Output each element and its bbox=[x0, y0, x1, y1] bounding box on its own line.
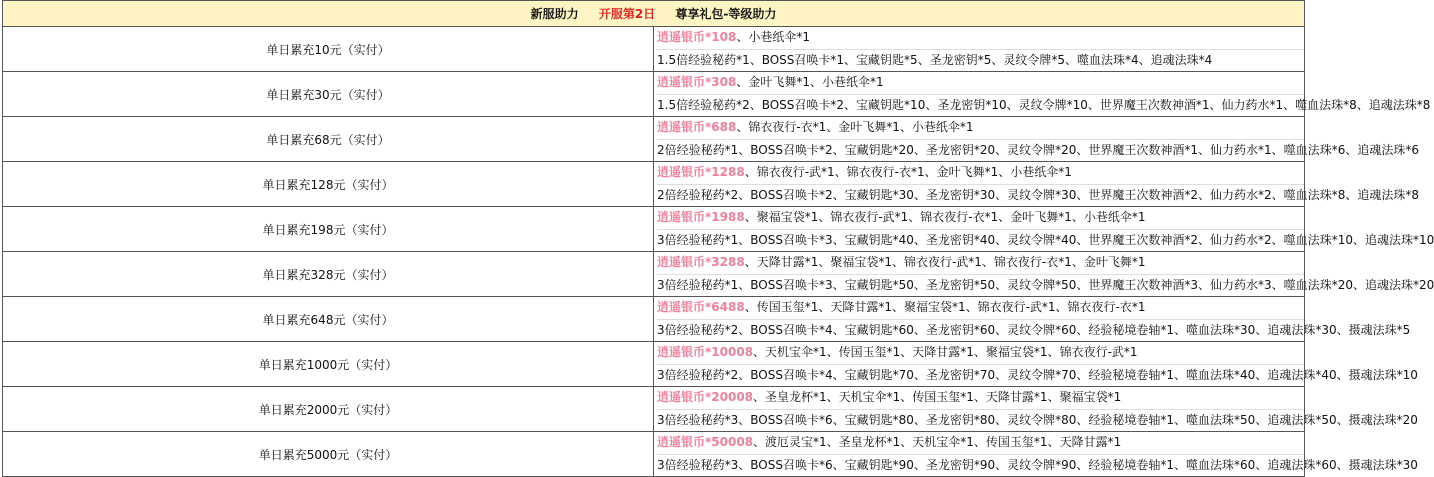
tier-cell: 单日累充30元（实付） bbox=[3, 72, 654, 117]
reward-cell bbox=[654, 207, 1434, 252]
tier-cell: 单日累充2000元（实付） bbox=[3, 387, 654, 432]
reward-table bbox=[2, 0, 1434, 477]
silver-coin-reward: 逍遥银币*10008 bbox=[657, 345, 754, 359]
tier-cell: 单日累充328元（实付） bbox=[3, 252, 654, 297]
reward-cell bbox=[654, 387, 1418, 432]
reward-items: 、锦衣夜行-武*1、锦衣夜行-衣*1、金叶飞舞*1、小巷纸伞*1 bbox=[744, 165, 1072, 179]
reward-items: 、渡厄灵宝*1、圣皇龙杯*1、天机宝伞*1、传国玉玺*1、天降甘露*1 bbox=[753, 435, 1122, 449]
silver-coin-reward: 逍遥银币*108 bbox=[657, 30, 737, 44]
reward-items: 、天机宝伞*1、传国玉玺*1、天降甘露*1、聚福宝袋*1、锦衣夜行-武*1 bbox=[753, 345, 1138, 359]
reward-items: 、天降甘露*1、聚福宝袋*1、锦衣夜行-武*1、锦衣夜行-衣*1、金叶飞舞*1 bbox=[744, 255, 1146, 269]
silver-coin-reward: 逍遥银币*1288 bbox=[657, 165, 745, 179]
reward-line-1 bbox=[657, 162, 1304, 185]
reward-cell bbox=[654, 342, 1418, 387]
reward-items: 、金叶飞舞*1、小巷纸伞*1 bbox=[736, 75, 884, 89]
reward-line-2: 3倍经验秘药*3、BOSS召唤卡*6、宝藏钥匙*80、圣龙密钥*80、灵纹令牌*80、经验秘境卷轴*1、噬血法珠*50、追魂法珠*50、摄魂法珠*20 bbox=[657, 412, 1418, 427]
reward-cell bbox=[654, 252, 1434, 297]
reward-line-1 bbox=[657, 27, 1304, 50]
silver-coin-reward: 逍遥银币*688 bbox=[657, 120, 737, 134]
reward-line-2: 3倍经验秘药*2、BOSS召唤卡*4、宝藏钥匙*60、圣龙密钥*60、灵纹令牌*60、经验秘境卷轴*1、噬血法珠*30、追魂法珠*30、摄魂法珠*5 bbox=[657, 322, 1411, 337]
table-row bbox=[3, 72, 1305, 117]
tier-cell: 单日累充198元（实付） bbox=[3, 207, 654, 252]
reward-cell bbox=[654, 432, 1418, 477]
reward-cell bbox=[654, 162, 1419, 207]
table-row bbox=[3, 387, 1305, 432]
reward-line-2: 3倍经验秘药*1、BOSS召唤卡*3、宝藏钥匙*50、圣龙密钥*50、灵纹令牌*50、世界魔王次数神酒*3、仙力药水*3、噬血法珠*20、追魂法珠*20 bbox=[657, 277, 1434, 292]
reward-cell bbox=[654, 72, 1431, 117]
silver-coin-reward: 逍遥银币*50008 bbox=[657, 435, 754, 449]
tier-cell: 单日累充68元（实付） bbox=[3, 117, 654, 162]
silver-coin-reward: 逍遥银币*6488 bbox=[657, 300, 745, 314]
header-subtitle: 尊享礼包-等级助力 bbox=[675, 7, 777, 21]
reward-line-1 bbox=[657, 252, 1304, 275]
reward-cell bbox=[654, 27, 1305, 72]
reward-line-1 bbox=[657, 342, 1304, 365]
silver-coin-reward: 逍遥银币*3288 bbox=[657, 255, 745, 269]
reward-line-2: 2倍经验秘药*1、BOSS召唤卡*2、宝藏钥匙*20、圣龙密钥*20、灵纹令牌*20、世界魔王次数神酒*1、仙力药水*1、噬血法珠*6、追魂法珠*6 bbox=[657, 142, 1419, 157]
table-row bbox=[3, 252, 1305, 297]
tier-cell: 单日累充10元（实付） bbox=[3, 27, 654, 72]
reward-line-2: 3倍经验秘药*2、BOSS召唤卡*4、宝藏钥匙*70、圣龙密钥*70、灵纹令牌*70、经验秘境卷轴*1、噬血法珠*40、追魂法珠*40、摄魂法珠*10 bbox=[657, 367, 1418, 382]
silver-coin-reward: 逍遥银币*20008 bbox=[657, 390, 754, 404]
table-row bbox=[3, 432, 1305, 477]
tier-cell: 单日累充5000元（实付） bbox=[3, 432, 654, 477]
header-row bbox=[3, 1, 1305, 27]
reward-items: 、小巷纸伞*1 bbox=[736, 30, 810, 44]
reward-items: 、传国玉玺*1、天降甘露*1、聚福宝袋*1、锦衣夜行-武*1、锦衣夜行-衣*1 bbox=[744, 300, 1146, 314]
reward-line-2: 2倍经验秘药*2、BOSS召唤卡*2、宝藏钥匙*30、圣龙密钥*30、灵纹令牌*30、世界魔王次数神酒*2、仙力药水*2、噬血法珠*8、追魂法珠*8 bbox=[657, 187, 1419, 202]
reward-line-1 bbox=[657, 387, 1304, 410]
header-day: 开服第2日 bbox=[598, 7, 656, 21]
table-row bbox=[3, 117, 1305, 162]
reward-cell bbox=[654, 117, 1419, 162]
table-header bbox=[3, 1, 1305, 27]
table-row bbox=[3, 342, 1305, 387]
reward-items: 、锦衣夜行-衣*1、金叶飞舞*1、小巷纸伞*1 bbox=[736, 120, 974, 134]
tier-cell: 单日累充128元（实付） bbox=[3, 162, 654, 207]
reward-line-1 bbox=[657, 117, 1304, 140]
reward-items: 、圣皇龙杯*1、天机宝伞*1、传国玉玺*1、天降甘露*1、聚福宝袋*1 bbox=[753, 390, 1122, 404]
reward-line-2: 1.5倍经验秘药*1、BOSS召唤卡*1、宝藏钥匙*5、圣龙密钥*5、灵纹令牌*5、噬血法珠*4、追魂法珠*4 bbox=[657, 52, 1213, 67]
header-title: 新服助力 bbox=[530, 7, 579, 21]
reward-line-1 bbox=[657, 72, 1304, 95]
tier-cell: 单日累充648元（实付） bbox=[3, 297, 654, 342]
table-row bbox=[3, 162, 1305, 207]
reward-cell bbox=[654, 297, 1411, 342]
reward-line-2: 3倍经验秘药*1、BOSS召唤卡*3、宝藏钥匙*40、圣龙密钥*40、灵纹令牌*40、世界魔王次数神酒*2、仙力药水*2、噬血法珠*10、追魂法珠*10 bbox=[657, 232, 1434, 247]
tier-cell: 单日累充1000元（实付） bbox=[3, 342, 654, 387]
reward-line-2: 1.5倍经验秘药*2、BOSS召唤卡*2、宝藏钥匙*10、圣龙密钥*10、灵纹令牌*10、世界魔王次数神酒*1、仙力药水*1、噬血法珠*8、追魂法珠*8 bbox=[657, 97, 1431, 112]
table-row bbox=[3, 27, 1305, 72]
silver-coin-reward: 逍遥银币*308 bbox=[657, 75, 737, 89]
reward-line-1 bbox=[657, 207, 1304, 230]
reward-line-1 bbox=[657, 297, 1304, 320]
silver-coin-reward: 逍遥银币*1988 bbox=[657, 210, 745, 224]
reward-line-2: 3倍经验秘药*3、BOSS召唤卡*6、宝藏钥匙*90、圣龙密钥*90、灵纹令牌*90、经验秘境卷轴*1、噬血法珠*60、追魂法珠*60、摄魂法珠*30 bbox=[657, 457, 1418, 472]
reward-line-1 bbox=[657, 432, 1304, 455]
table-row bbox=[3, 297, 1305, 342]
table-row bbox=[3, 207, 1305, 252]
reward-items: 、聚福宝袋*1、锦衣夜行-武*1、锦衣夜行-衣*1、金叶飞舞*1、小巷纸伞*1 bbox=[744, 210, 1146, 224]
